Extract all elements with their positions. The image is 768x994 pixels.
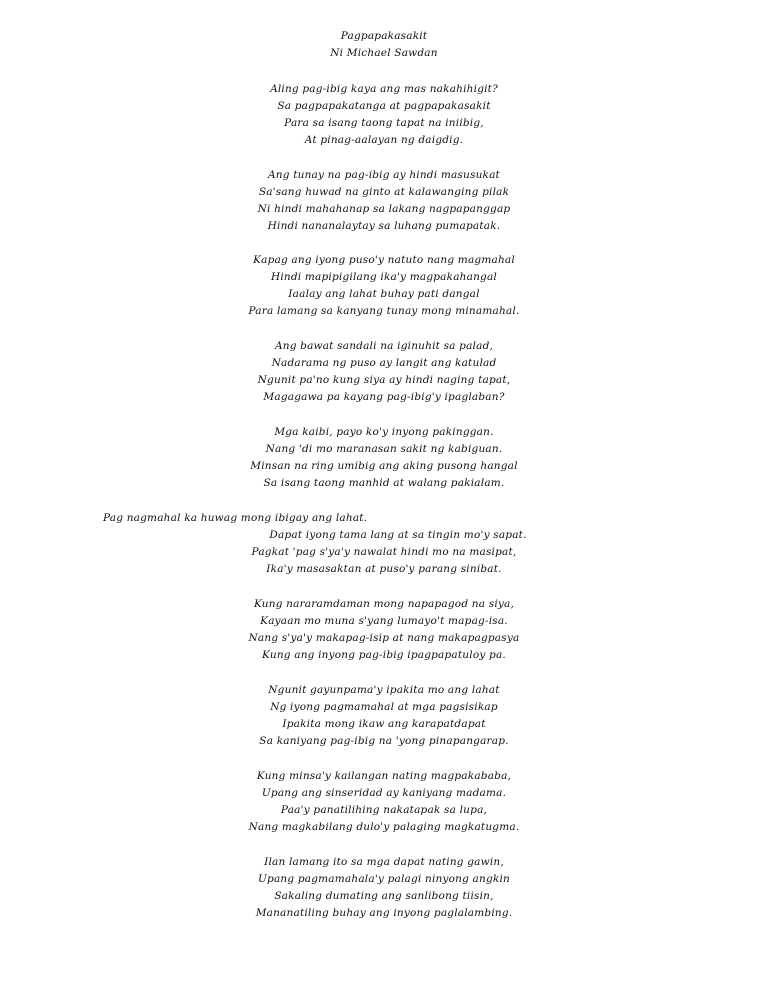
poem-author: Ni Michael Sawdan xyxy=(330,47,438,59)
poem-line: Nang s'ya'y makapag-isip at nang makapagpasya xyxy=(248,632,520,644)
poem-line: Sa isang taong manhid at walang pakialam. xyxy=(263,477,505,489)
poem-line: Minsan na ring umibig ang aking pusong hangal xyxy=(250,460,518,472)
poem-line: Kayaan mo muna s'yang lumayo't mapag-isa. xyxy=(260,615,508,627)
poem-line: Kung minsa'y kailangan nating magpakababa, xyxy=(256,770,512,782)
poem-line: Nang 'di mo maranasan sakit ng kabiguan. xyxy=(265,443,503,455)
poem-line: Magagawa pa kayang pag-ibig'y ipaglaban? xyxy=(263,391,505,403)
poem-line: Hindi nananalaytay sa luhang pumapatak. xyxy=(267,220,501,232)
poem-line: At pinag-aalayan ng daigdig. xyxy=(304,134,464,146)
poem-line: Sa kaniyang pag-ibig na 'yong pinapangarap. xyxy=(259,735,509,747)
poem-line: Kung nararamdaman mong napapagod na siya, xyxy=(253,598,515,610)
poem-line: Sa pagpapakatanga at pagpapakasakit xyxy=(277,100,491,112)
poem-line: Paa'y panatilihing nakatapak sa lupa, xyxy=(280,804,488,816)
poem-line: Ang bawat sandali na iginuhit sa palad, xyxy=(274,340,494,352)
poem-line: Pagkat 'pag s'ya'y nawalat hindi mo na masipat, xyxy=(251,546,517,558)
poem-line: Dapat iyong tama lang at sa tingin mo'y sapat. xyxy=(269,529,527,541)
poem-line: Ni hindi mahahanap sa lakang nagpapanggap xyxy=(257,203,511,215)
poem-line: Para sa isang taong tapat na iniibig, xyxy=(284,117,484,129)
poem-line: Nang magkabilang dulo'y palaging magkatugma. xyxy=(248,821,520,833)
poem-line: Nadarama ng puso ay langit ang katulad xyxy=(271,357,497,369)
poem-line: Aling pag-ibig kaya ang mas nakahihigit? xyxy=(270,83,498,95)
poem-title: Pagpapakasakit xyxy=(340,30,428,42)
poem-line: Sakaling dumating ang sanlibong tiisin, xyxy=(274,890,494,902)
poem-line-outdented: Pag nagmahal ka huwag mong ibigay ang lahat. xyxy=(103,512,368,524)
poem-line: Ilan lamang ito sa mga dapat nating gawin, xyxy=(264,856,504,868)
poem-line: Ika'y masasaktan at puso'y parang sinibat. xyxy=(266,563,502,575)
poem-line: Ng iyong pagmamahal at mga pagsisikap xyxy=(270,701,498,713)
poem-line: Mananatiling buhay ang inyong paglalambing. xyxy=(255,907,513,919)
poem-line: Ang tunay na pag-ibig ay hindi masusukat xyxy=(268,169,500,181)
poem-line: Upang ang sinseridad ay kaniyang madama. xyxy=(261,787,507,799)
poem-line: Iaalay ang lahat buhay pati dangal xyxy=(288,288,480,300)
poem-line: Hindi mapipigilang ika'y magpakahangal xyxy=(271,271,497,283)
poem-line: Ngunit pa'no kung siya ay hindi naging tapat, xyxy=(257,374,511,386)
poem-line: Sa'sang huwad na ginto at kalawanging pilak xyxy=(258,186,510,198)
poem-line: Kapag ang iyong puso'y natuto nang magmahal xyxy=(253,254,515,266)
poem-line: Kung ang inyong pag-ibig ipagpapatuloy pa. xyxy=(262,649,506,661)
poem-line: Ngunit gayunpama'y ipakita mo ang lahat xyxy=(268,684,500,696)
poem-line: Para lamang sa kanyang tunay mong minamahal. xyxy=(248,305,520,317)
poem-line: Ipakita mong ikaw ang karapatdapat xyxy=(282,718,486,730)
poem-line: Mga kaibi, payo ko'y inyong pakinggan. xyxy=(274,426,494,438)
poem-line: Upang pagmamahala'y palagi ninyong angkin xyxy=(258,873,510,885)
